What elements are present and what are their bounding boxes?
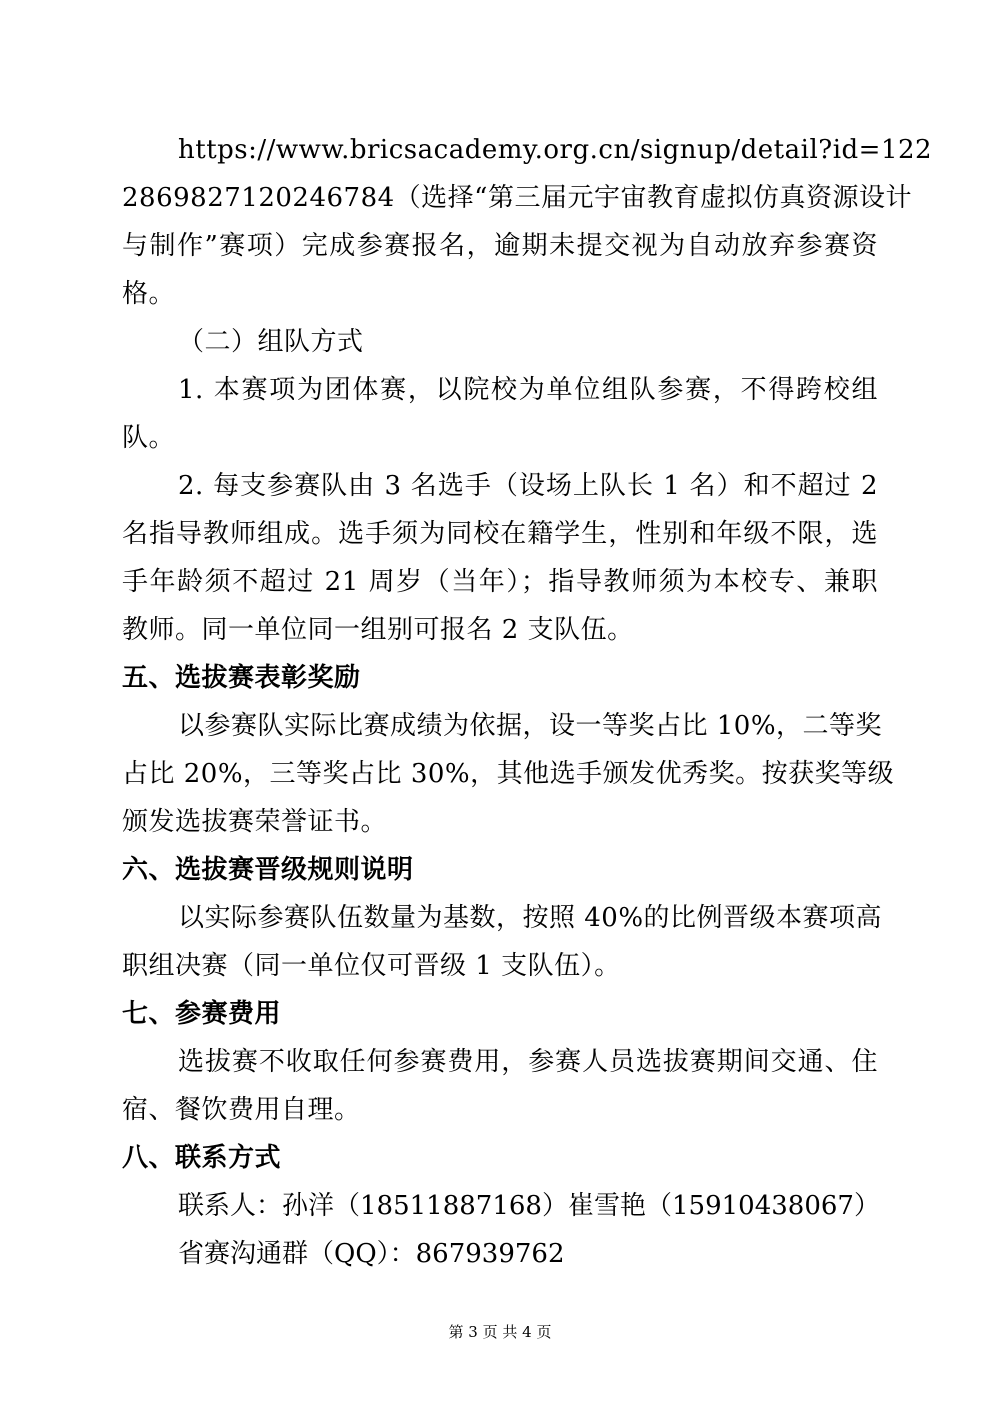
section-heading-awards: 五、选拔赛表彰奖励 xyxy=(122,663,361,693)
paragraph-line: 1. 本赛项为团体赛，以院校为单位组队参赛，不得跨校组 xyxy=(178,375,878,405)
signup-url-line: https://www.bricsacademy.org.cn/signup/detail?id=122 xyxy=(178,135,933,165)
page-number-footer: 第 3 页 共 4 页 xyxy=(448,1323,552,1341)
paragraph-line: 以参赛队实际比赛成绩为依据，设一等奖占比 10%，二等奖 xyxy=(178,711,883,741)
paragraph-line: 名指导教师组成。选手须为同校在籍学生，性别和年级不限，选 xyxy=(122,519,878,549)
section-heading-fees: 七、参赛费用 xyxy=(122,999,282,1029)
paragraph-line: 教师。同一单位同一组别可报名 2 支队伍。 xyxy=(122,615,634,645)
qq-group: 省赛沟通群（QQ）：867939762 xyxy=(178,1239,565,1269)
paragraph-line: 格。 xyxy=(122,279,176,309)
paragraph-line: 职组决赛（同一单位仅可晋级 1 支队伍）。 xyxy=(122,951,621,981)
section-heading-contact: 八、联系方式 xyxy=(122,1143,282,1173)
section-heading-promotion-rules: 六、选拔赛晋级规则说明 xyxy=(122,855,414,885)
contact-person-sun: 联系人：孙洋（18511887168） xyxy=(178,1191,568,1221)
contact-person-cui: 崔雪艳（15910438067） xyxy=(568,1191,880,1221)
paragraph-line: 2869827120246784（选择“第三届元宇宙教育虚拟仿真资源设计 xyxy=(122,183,912,213)
paragraph-line: 队。 xyxy=(122,423,176,453)
paragraph-line: 与制作”赛项）完成参赛报名，逾期未提交视为自动放弃参赛资 xyxy=(122,231,878,261)
paragraph-line: 占比 20%，三等奖占比 30%，其他选手颁发优秀奖。按获奖等级 xyxy=(122,759,895,789)
paragraph-line: 2. 每支参赛队由 3 名选手（设场上队长 1 名）和不超过 2 xyxy=(178,471,878,501)
paragraph-line: 颁发选拔赛荣誉证书。 xyxy=(122,807,388,837)
subheading-team-formation: （二）组队方式 xyxy=(178,327,364,357)
paragraph-line: 以实际参赛队伍数量为基数，按照 40%的比例晋级本赛项高 xyxy=(178,903,883,933)
paragraph-line: 手年龄须不超过 21 周岁（当年）；指导教师须为本校专、兼职 xyxy=(122,567,878,597)
paragraph-line: 宿、餐饮费用自理。 xyxy=(122,1095,361,1125)
paragraph-line: 选拔赛不收取任何参赛费用，参赛人员选拔赛期间交通、住 xyxy=(178,1047,878,1077)
